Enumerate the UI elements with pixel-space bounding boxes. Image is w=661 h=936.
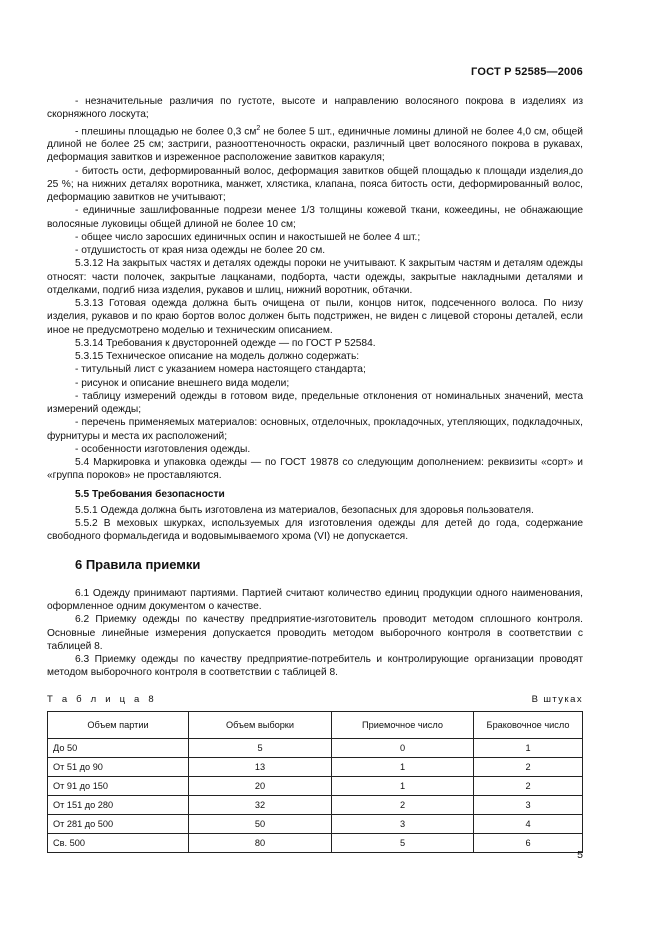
paragraph-bullet-broken-guard-hair: - битость ости, деформированный волос, деформация завитков общей площадью к площади изделия,до 25 %; на нижних деталях воротника, манжет, хлястика, клапана, пояса битость ости, деформированный волос, деформацию завитков не учитывают; [47,165,583,204]
table-row [48,833,583,852]
cell-sample-size: 80 [189,833,332,852]
cell-lot-size: От 51 до 90 [48,757,189,776]
cell-sample-size: 5 [189,738,332,757]
table-row [48,814,583,833]
cell-sample-size: 50 [189,814,332,833]
cell-lot-size: От 91 до 150 [48,776,189,795]
cell-acceptance-number: 1 [332,776,474,795]
cell-acceptance-number: 0 [332,738,474,757]
paragraph-5-3-14: 5.3.14 Требования к двусторонней одежде — по ГОСТ Р 52584. [75,337,376,349]
paragraph-5-5-1: 5.5.1 Одежда должна быть изготовлена из материалов, безопасных для здоровья пользователя. [75,504,534,516]
cell-rejection-number: 4 [474,814,583,833]
table-header-row [48,711,583,738]
paragraph-5-3-12: 5.3.12 На закрытых частях и деталях одежды пороки не учитывают. К закрытым частям и деталям одежды относят: части полочек, закрытые лацканами, подборта, части одежды, закрытые накладными деталями и отделками, подгиб низа изделия, рукавов и шлиц, нижний воротник, обтачки. [47,258,583,296]
paragraph-bullet-bald-spots: - плешины площадью не более 0,3 $см^2$ не более 5 шт., единичные ломины длиной не более 4,0 см, общей длиной не более 25 см; застриги, разнооттеночность окраски, различный цвет волосяного покрова в рукавах, деформация завитков и изреженное расположение завитков каракуля; [47,124,583,164]
paragraph-bullet-features: - особенности изготовления одежды. [75,443,251,455]
paragraph-bullet-cuts: - единичные зашлифованные подрези менее 1/3 толщины кожевой ткани, кожеедины, не обнажающие волосяные луковицы общей длиной не более 10 см; [47,205,583,230]
cell-acceptance-number: 2 [332,795,474,814]
cell-acceptance-number: 1 [332,757,474,776]
cell-rejection-number: 2 [474,757,583,776]
cell-sample-size: 20 [189,776,332,795]
paragraph-6-1: 6.1 Одежду принимают партиями. Партией считают количество единиц продукции одного наименования, оформленное одним документом о качестве. [47,587,583,613]
cell-sample-size: 32 [189,795,332,814]
cell-acceptance-number: 5 [332,833,474,852]
paragraph-bullet-density: - незначительные различия по густоте, высоте и направлению волосяного покрова в изделиях из скорняжного лоскута; [47,96,583,121]
paragraph-bullet-odor: - отдушистость от края низа одежды не более 20 см. [75,245,326,257]
paragraph-6-3: 6.3 Приемку одежды по качеству предприятие-потребитель и контролирующие организации проводят методом выборочного контроля в соответствии с таблицей 8. [47,654,583,679]
table-unit: В штуках [531,693,583,705]
document-body [47,95,583,853]
paragraph-bullet-drawing: - рисунок и описание внешнего вида модели; [75,377,290,389]
table-row [48,757,583,776]
column-header-lot-size: Объем партии [48,711,189,738]
column-header-acceptance-number: Приемочное число [332,711,474,738]
table-header-line [47,693,583,707]
table-caption: Т а б л и ц а 8 [47,693,157,705]
column-header-sample-size: Объем выборки [189,711,332,738]
document-header: ГОСТ Р 52585—2006 [471,66,583,78]
column-header-rejection-number: Браковочное число [474,711,583,738]
cell-lot-size: От 281 до 500 [48,814,189,833]
table-row [48,738,583,757]
paragraph-5-4: 5.4 Маркировка и упаковка одежды — по ГОСТ 19878 со следующим дополнением: реквизиты «сорт» и «группа пороков» не проставляются. [47,457,583,482]
table-row [48,776,583,795]
paragraph-bullet-title-sheet: - титульный лист с указанием номера настоящего стандарта; [75,364,366,376]
heading-5-5: 5.5 Требования безопасности [75,488,225,500]
cell-lot-size: Св. 500 [48,833,189,852]
sampling-table [47,711,583,853]
paragraph-5-5-2: 5.5.2 В меховых шкурках, используемых для изготовления одежды для детей до года, содержание свободного формальдегида и водовымываемого хрома (VI) не допускается. [47,518,583,543]
cell-lot-size: До 50 [48,738,189,757]
paragraph-bullet-materials: - перечень применяемых материалов: основных, отделочных, прокладочных, утепляющих, подкладочных, фурнитуры и места их расположений; [47,417,583,442]
heading-section-6: 6 Правила приемки [75,556,201,572]
paragraph-5-3-15: 5.3.15 Техническое описание на модель должно содержать: [75,351,360,363]
table-row [48,795,583,814]
paragraph-6-2: 6.2 Приемку одежды по качеству предприятие-изготовитель проводит методом сплошного контроля. Основные линейные измерения допускается проводить методом выборочного контроля в соответствии с таблицей 8. [47,614,583,652]
cell-sample-size: 13 [189,757,332,776]
paragraph-bullet-measurements: - таблицу измерений одежды в готовом виде, предельные отклонения от номинальных значений, места измерений одежды; [47,390,583,416]
page-number: 5 [577,849,583,861]
cell-rejection-number: 6 [474,833,583,852]
cell-rejection-number: 1 [474,738,583,757]
cell-rejection-number: 2 [474,776,583,795]
cell-lot-size: От 151 до 280 [48,795,189,814]
cell-acceptance-number: 3 [332,814,474,833]
cell-rejection-number: 3 [474,795,583,814]
paragraph-bullet-scars: - общее число заросших единичных оспин и накостышей не более 4 шт.; [75,231,421,243]
paragraph-5-3-13: 5.3.13 Готовая одежда должна быть очищена от пыли, концов ниток, подсеченного волоса. По низу изделия, рукавов и по краю бортов волос должен быть подстрижен, не виден с лицевой стороны деталей, если иное не предусмотрено моделью и техническим описанием. [47,298,583,336]
